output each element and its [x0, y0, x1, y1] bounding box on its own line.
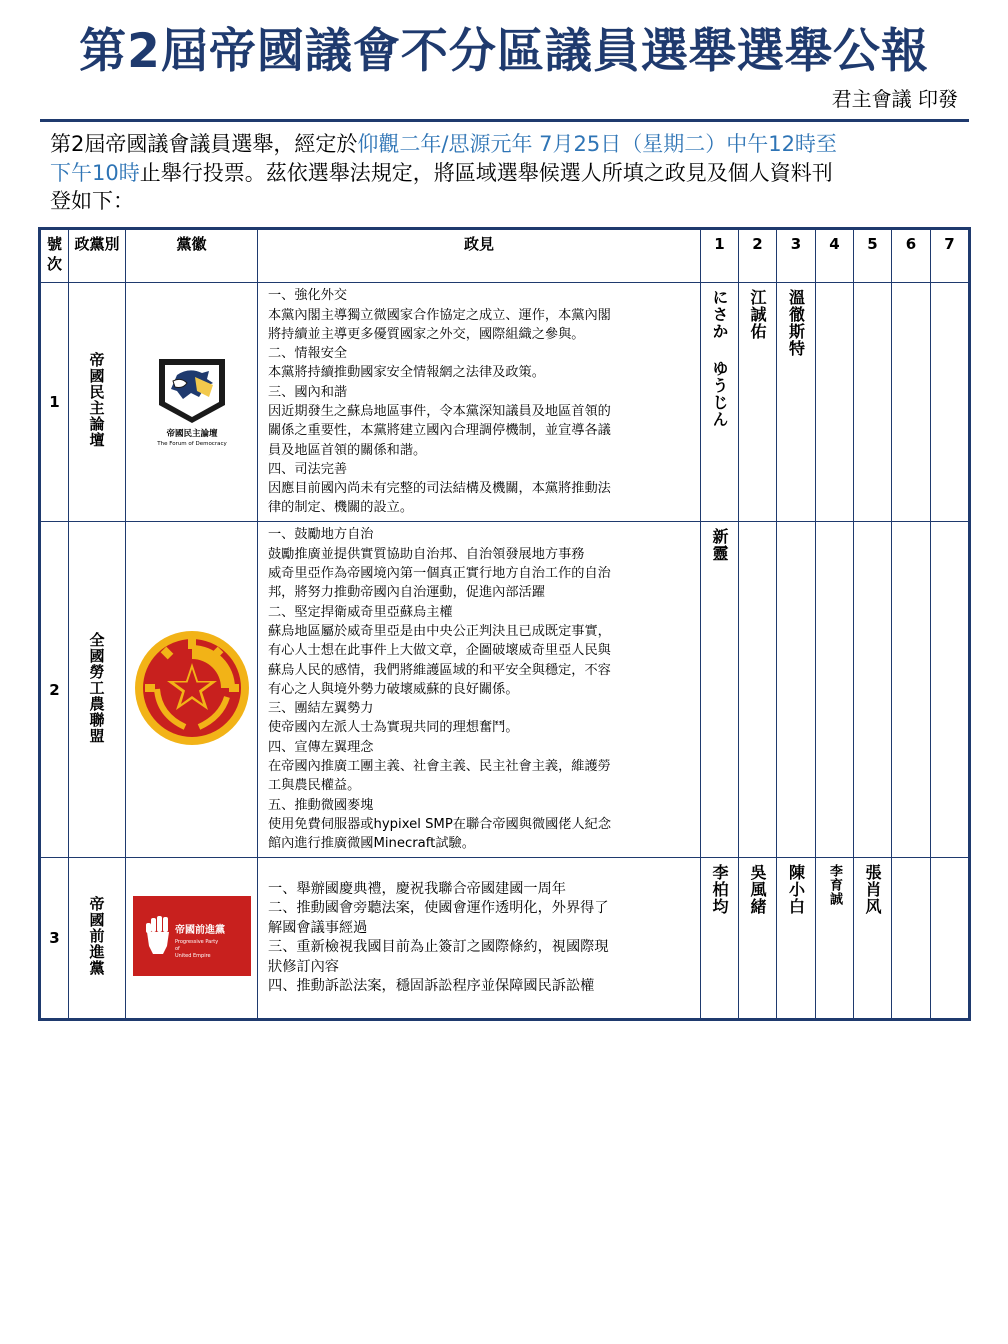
intro-text-3: 登如下： — [50, 189, 134, 213]
header-col-1: 1 — [701, 229, 739, 283]
party-name: 帝國民主論壇 — [87, 352, 106, 448]
logo-sub-2: of — [174, 946, 180, 952]
party-name: 帝國前進黨 — [87, 896, 106, 976]
intro-paragraph — [50, 130, 955, 216]
party-name: 全國勞工農聯盟 — [87, 631, 106, 744]
policy-line: 三、團結左翼勢力 — [268, 701, 374, 717]
header-col-6: 6 — [892, 229, 931, 283]
logo-sub-1: Progressive Party — [174, 939, 218, 945]
policy-line: 使用免費伺服器或hypixel SMP在聯合帝國與微國佬人紀念 — [268, 816, 612, 832]
candidate-name: にさか ゆうじん — [710, 289, 729, 428]
policy-line: 因近期發生之蘇烏地區事件，令本黨深知議員及地區首領的 — [268, 404, 611, 419]
candidate-name: 溫徹斯特 — [786, 289, 806, 357]
policy-line: 有心之人與境外勢力破壞威蘇的良好關係。 — [268, 681, 519, 697]
header-col-4: 4 — [816, 229, 854, 283]
party-emblem-cell — [126, 858, 258, 1020]
policy-line: 四、推動訴訟法案，穩固訴訟程序並保障國民訴訟權 — [268, 978, 595, 994]
policy-line: 二、推動國會旁聽法案，使國會運作透明化，外界得了 — [268, 900, 609, 916]
policy-line: 本黨內閣主導獨立微國家合作協定之成立、運作，本黨內閣 — [268, 307, 611, 323]
policy-cell — [258, 522, 701, 858]
policy-line: 狀修訂內容 — [268, 958, 339, 975]
header-col-3: 3 — [777, 229, 816, 283]
logo-subtext: The Forum of Democracy — [156, 440, 227, 447]
candidate-name: 張肖风 — [863, 864, 882, 915]
policy-line: 將持續並主導更多優質國家之外交，國際組織之參與。 — [268, 326, 585, 342]
forum-of-democracy-logo — [147, 353, 237, 448]
page-title: 第2屆帝國議會不分區議員選舉選舉公報 — [79, 24, 929, 79]
header-party: 政黨別 — [69, 229, 126, 283]
table-row — [40, 283, 970, 522]
policy-list — [268, 880, 690, 997]
header-col-2: 2 — [739, 229, 777, 283]
candidate-name: 李育誠 — [827, 864, 842, 906]
intro-text-2: 止舉行投票。茲依選舉法規定，將區域選舉候選人所填之政見及個人資料刊 — [139, 160, 833, 185]
policy-cell — [258, 283, 701, 522]
policy-line: 關係之重要性，本黨將建立國內合理調停機制，並宣導各議 — [268, 423, 611, 439]
policy-line: 三、國內和諧 — [268, 384, 348, 400]
logo-sub-3: United Empire — [174, 953, 211, 959]
table-row — [40, 522, 970, 858]
header-col-7: 7 — [931, 229, 970, 283]
logo-text: 帝國前進黨 — [174, 925, 225, 936]
policy-line: 五、推動微國麥塊 — [268, 797, 374, 813]
intro-text-1: 第2屆帝國議會議員選舉，經定於 — [50, 132, 358, 156]
policy-line: 一、舉辦國慶典禮，慶祝我聯合帝國建國一周年 — [268, 880, 566, 897]
policy-line: 一、鼓勵地方自治 — [268, 527, 374, 543]
policy-line: 蘇烏人民的感情，我們將維護區域的和平安全與穩定，不容 — [268, 662, 611, 678]
policy-line: 威奇里亞作為帝國境內第一個真正實行地方自治工作的自治 — [268, 566, 611, 582]
policy-cell — [258, 858, 701, 1020]
row-number: 1 — [40, 283, 69, 522]
policy-line: 館內進行推廣微國Minecraft試驗。 — [268, 836, 475, 852]
policy-line: 有心人士想在此事件上大做文章，企圖破壞威奇里亞人民與 — [268, 643, 611, 659]
policy-line: 四、司法完善 — [268, 461, 348, 477]
candidate-name: 新靈 — [710, 528, 729, 562]
policy-line: 解國會議事經過 — [268, 919, 368, 936]
policy-line: 二、情報安全 — [268, 346, 348, 362]
candidate-table — [38, 227, 971, 1021]
row-number: 3 — [40, 858, 69, 1020]
policy-line: 蘇烏地區屬於威奇里亞是由中央公正判決且已成既定事實， — [268, 623, 611, 639]
header-number: 號次 — [40, 229, 69, 283]
header-policy: 政見 — [258, 229, 701, 283]
policy-line: 律的制定、機關的設立。 — [268, 500, 414, 516]
row-number: 2 — [40, 522, 69, 858]
policy-line: 在帝國內推廣工團主義、社會主義、民主社會主義，維護勞 — [268, 759, 611, 775]
policy-line: 邦，將努力推動帝國內自治運動，促進內部活躍 — [268, 585, 545, 601]
policy-line: 鼓勵推廣並提供實質協助自治邦、自治領發展地方事務 — [268, 546, 585, 562]
party-emblem-cell — [126, 283, 258, 522]
intro-date: 仰觀二年/思源元年 7月25日（星期二）中午12時至 — [357, 132, 837, 156]
header-row — [40, 229, 970, 283]
issuer-label: 君主會議 印發 — [831, 87, 958, 111]
policy-line: 工與農民權益。 — [268, 778, 361, 794]
policy-line: 使帝國內左派人士為實現共同的理想奮鬥。 — [268, 720, 519, 736]
labor-farmer-alliance-logo — [133, 629, 251, 747]
policy-line: 本黨將持續推動國家安全情報網之法律及政策。 — [268, 365, 545, 381]
progressive-party-logo — [133, 896, 251, 976]
candidate-name: 陳小白 — [786, 864, 806, 915]
policy-line: 三、重新檢視我國目前為止簽訂之國際條約，視國際現 — [268, 939, 609, 955]
policy-line: 員及地區首領的關係和諧。 — [268, 442, 427, 458]
candidate-name: 江誠佑 — [748, 289, 767, 340]
policy-list — [268, 286, 690, 518]
policy-line: 因應目前國內尚未有完整的司法結構及機關，本黨將推動法 — [268, 481, 611, 497]
intro-time-end: 下午10時 — [50, 160, 140, 185]
party-emblem-cell — [126, 522, 258, 858]
policy-line: 四、宣傳左翼理念 — [268, 739, 374, 755]
title-divider — [40, 119, 969, 122]
logo-text: 帝國民主論壇 — [165, 428, 218, 439]
table-row — [40, 858, 970, 1020]
candidate-name: 吳風緒 — [748, 864, 767, 915]
header-col-5: 5 — [854, 229, 892, 283]
header-emblem: 黨徽 — [126, 229, 258, 283]
policy-line: 一、強化外交 — [268, 288, 348, 304]
policy-line: 二、堅定捍衛威奇里亞蘇烏主權 — [268, 604, 453, 620]
policy-list — [268, 525, 690, 853]
candidate-name: 李柏均 — [710, 864, 729, 915]
